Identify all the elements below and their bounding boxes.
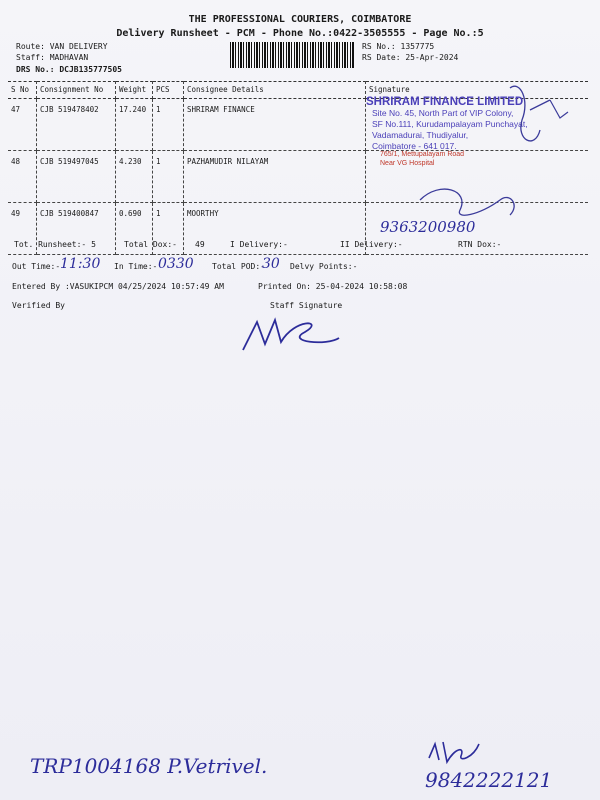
signature-scribble [360,80,590,240]
delvy-points-label: Delvy Points:- [290,262,358,271]
total-dox-value: 49 [195,240,205,249]
ii-delivery: II Delivery:- [340,240,403,249]
in-time-label: In Time:- [114,262,158,271]
total-pod-value: 30 [262,256,280,272]
rs-date: RS Date: 25-Apr-2024 [362,53,459,62]
cell-sno: 49 [8,203,37,255]
cell-consignment: CJB 519478402 [37,99,116,151]
out-time-value: 11:30 [60,256,101,272]
stamp-line: 765/1, Mettupalayam Road [380,151,465,158]
tot-runsheet: Tot. Runsheet:- 5 [14,240,96,249]
printed-on: Printed On: 25-04-2024 10:58:08 [258,282,408,291]
col-consignment: Consignment No [37,82,116,99]
stamp-line: Site No. 45, North Part of VIP Colony, [372,108,514,118]
cell-weight: 17.240 [116,99,153,151]
cell-consignment: CJB 519497045 [37,151,116,203]
stamp-line: Coimbatore - 641 017. [372,141,457,151]
cell-sno: 47 [8,99,37,151]
stamp-line: SF No.111, Kurudampalayam Punchayat, [372,119,528,129]
bottom-signature-scribble [425,738,485,768]
cell-consignee: PAZHAMUDIR NILAYAM [184,151,366,203]
stamp-title: SHRIRAM FINANCE LIMITED [366,96,524,108]
cell-pcs: 1 [153,99,184,151]
verified-by: Verified By [12,301,65,310]
cell-sno: 48 [8,151,37,203]
runsheet-subtitle: Delivery Runsheet - PCM - Phone No.:0422-3505555 - Page No.:5 [116,28,484,39]
cell-weight: 4.230 [116,151,153,203]
rs-number: RS No.: 1357775 [362,42,435,51]
i-delivery: I Delivery:- [230,240,288,249]
stamp-line: Vadamadurai, Thudiyalur, [372,130,469,140]
cell-weight: 0.690 [116,203,153,255]
cell-pcs: 1 [153,203,184,255]
cell-consignee: MOORTHY [184,203,366,255]
company-title: THE PROFESSIONAL COURIERS, COIMBATORE [188,14,412,25]
bottom-handwritten-note: TRP1004168 P.Vetrivel. [30,754,268,778]
col-signature: Signature [366,82,589,99]
col-weight: Weight [116,82,153,99]
rtn-dox: RTN Dox:- [458,240,502,249]
col-consignee: Consignee Details [184,82,366,99]
out-time-label: Out Time:- [12,262,61,271]
bottom-handwritten-phone: 9842222121 [425,768,553,792]
handwritten-phone: 9363200980 [380,218,476,236]
staff-signature-scribble [235,312,345,362]
entered-by: Entered By :VASUKIPCM 04/25/2024 10:57:49 AM [12,282,224,291]
barcode [230,42,355,68]
in-time-value: 0330 [158,256,194,272]
staff-signature-label: Staff Signature [270,301,343,310]
staff-text: Staff: MADHAVAN [16,53,89,62]
total-dox-label: Total Dox:- [124,240,177,249]
cell-consignee: SHRIRAM FINANCE [184,99,366,151]
col-sno: S No [8,82,37,99]
cell-consignment: CJB 519400847 [37,203,116,255]
col-pcs: PCS [153,82,184,99]
route-text: Route: VAN DELIVERY [16,42,108,51]
drs-number: DRS No.: DCJB135777505 [16,65,122,74]
cell-pcs: 1 [153,151,184,203]
total-pod-label: Total POD:- [212,262,265,271]
stamp-line: Near VG Hospital [380,160,435,167]
